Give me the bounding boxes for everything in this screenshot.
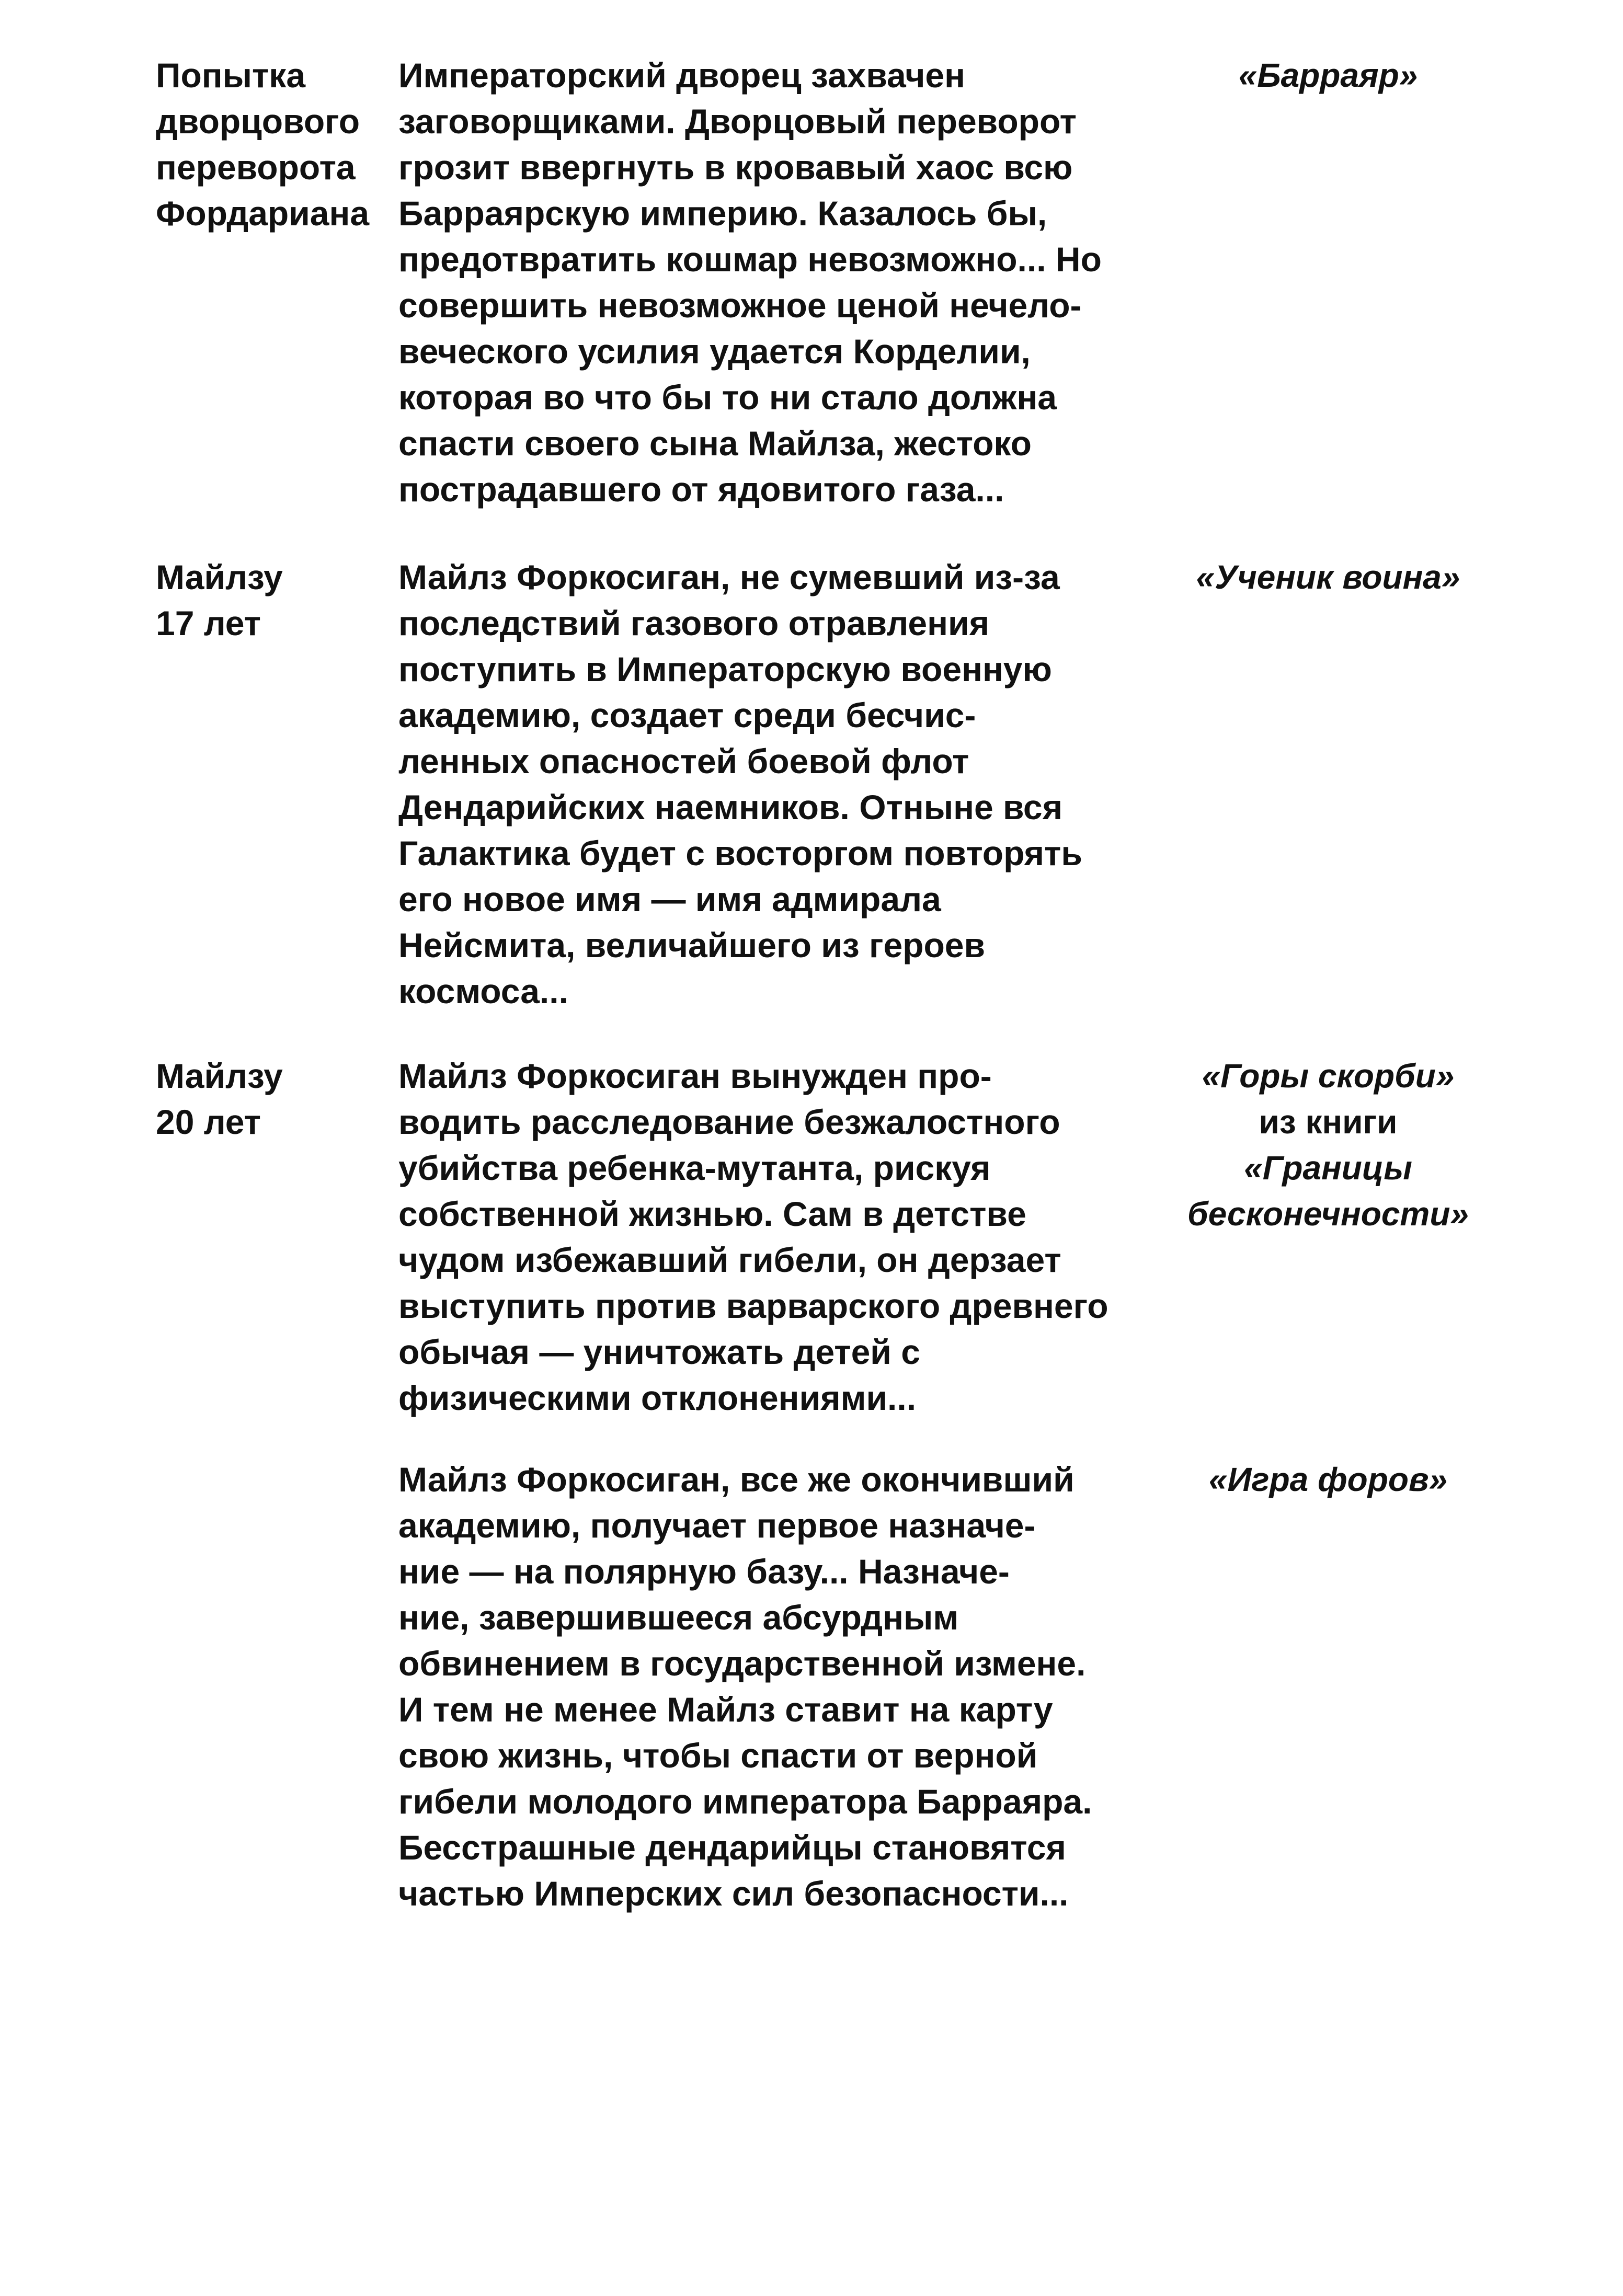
entry-book-title bbox=[1156, 1053, 1501, 1237]
description-line: Дендарийских наемников. Отныне вся bbox=[398, 788, 1063, 826]
description-line: космоса... bbox=[398, 972, 568, 1011]
description-line: предотвратить кошмар невозможно... Но bbox=[398, 240, 1102, 279]
description-line: ленных опасностей боевой флот bbox=[398, 742, 969, 780]
period-line: Попытка bbox=[156, 56, 306, 95]
description-line: пострадавшего от ядовитого газа... bbox=[398, 470, 1004, 509]
description-line: его новое имя — имя адмирала bbox=[398, 880, 941, 919]
description-line: грозит ввергнуть в кровавый хаос всю bbox=[398, 148, 1073, 187]
description-line: выступить против варварского древнего bbox=[398, 1287, 1108, 1325]
description-line: которая во что бы то ни стало должна bbox=[398, 378, 1057, 417]
description-line: Майлз Форкосиган вынужден про- bbox=[398, 1057, 992, 1095]
description-line: Галактика будет с восторгом повторять bbox=[398, 834, 1082, 873]
description-line: обычая — уничтожать детей с bbox=[398, 1333, 920, 1371]
description-line: Бесстрашные дендарийцы становятся bbox=[398, 1828, 1066, 1867]
period-line: переворота bbox=[156, 148, 356, 187]
description-line: обвинением в государственной измене. bbox=[398, 1644, 1086, 1683]
period-line: Майлзу bbox=[156, 558, 283, 596]
period-line: Фордариана bbox=[156, 194, 370, 233]
entry-period bbox=[156, 1053, 381, 1145]
description-line: ние, завершившееся абсурдным bbox=[398, 1598, 959, 1637]
book-title-line: «Барраяр» bbox=[1238, 56, 1418, 94]
period-line: дворцового bbox=[156, 102, 360, 141]
description-line: заговорщиками. Дворцовый переворот bbox=[398, 102, 1077, 141]
description-line: академию, получает первое назначе- bbox=[398, 1506, 1036, 1545]
book-title-line: «Игра форов» bbox=[1208, 1461, 1448, 1498]
description-line: ние — на полярную базу... Назначе- bbox=[398, 1552, 1010, 1591]
description-line: академию, создает среди бесчис- bbox=[398, 696, 976, 734]
description-line: спасти своего сына Майлза, жестоко bbox=[398, 424, 1032, 463]
entry-book-title bbox=[1156, 52, 1501, 98]
description-line: водить расследование безжалостного bbox=[398, 1103, 1060, 1141]
book-title-line: из книги bbox=[1259, 1103, 1398, 1141]
entry-book-title bbox=[1156, 1456, 1501, 1502]
description-line: гибели молодого императора Барраяра. bbox=[398, 1782, 1092, 1821]
description-line: убийства ребенка-мутанта, рискуя bbox=[398, 1149, 991, 1187]
description-line: поступить в Императорскую военную bbox=[398, 650, 1052, 688]
period-line: 20 лет bbox=[156, 1103, 261, 1141]
description-line: последствий газового отравления bbox=[398, 604, 990, 642]
description-line: Нейсмита, величайшего из героев bbox=[398, 926, 986, 965]
entry-period bbox=[156, 554, 381, 646]
entry-description bbox=[398, 1456, 1146, 1916]
description-line: веческого усилия удается Корделии, bbox=[398, 332, 1031, 371]
description-line: собственной жизнью. Сам в детстве bbox=[398, 1195, 1026, 1233]
book-title-line: «Ученик воина» bbox=[1196, 558, 1460, 596]
entry-description bbox=[398, 52, 1146, 512]
description-line: физическими отклонениями... bbox=[398, 1379, 917, 1417]
book-title-line: бесконечности» bbox=[1187, 1195, 1469, 1233]
entry-description bbox=[398, 554, 1146, 1014]
description-line: свою жизнь, чтобы спасти от верной bbox=[398, 1736, 1038, 1775]
description-line: Майлз Форкосиган, не сумевший из-за bbox=[398, 558, 1060, 596]
description-line: Императорский дворец захвачен bbox=[398, 56, 966, 95]
period-line: Майлзу bbox=[156, 1057, 283, 1095]
description-line: Барраярскую империю. Казалось бы, bbox=[398, 194, 1047, 233]
book-title-line: «Горы скорби» bbox=[1202, 1057, 1455, 1095]
description-line: И тем не менее Майлз ставит на карту bbox=[398, 1690, 1053, 1729]
description-line: частью Имперских сил безопасности... bbox=[398, 1874, 1069, 1913]
period-line: 17 лет bbox=[156, 604, 261, 642]
description-line: совершить невозможное ценой нечело- bbox=[398, 286, 1082, 325]
description-line: Майлз Форкосиган, все же окончивший bbox=[398, 1460, 1075, 1499]
entry-book-title bbox=[1156, 554, 1501, 600]
book-title-line: «Границы bbox=[1244, 1149, 1412, 1187]
description-line: чудом избежавший гибели, он дерзает bbox=[398, 1241, 1061, 1279]
entry-description bbox=[398, 1053, 1146, 1421]
entry-period bbox=[156, 52, 381, 236]
